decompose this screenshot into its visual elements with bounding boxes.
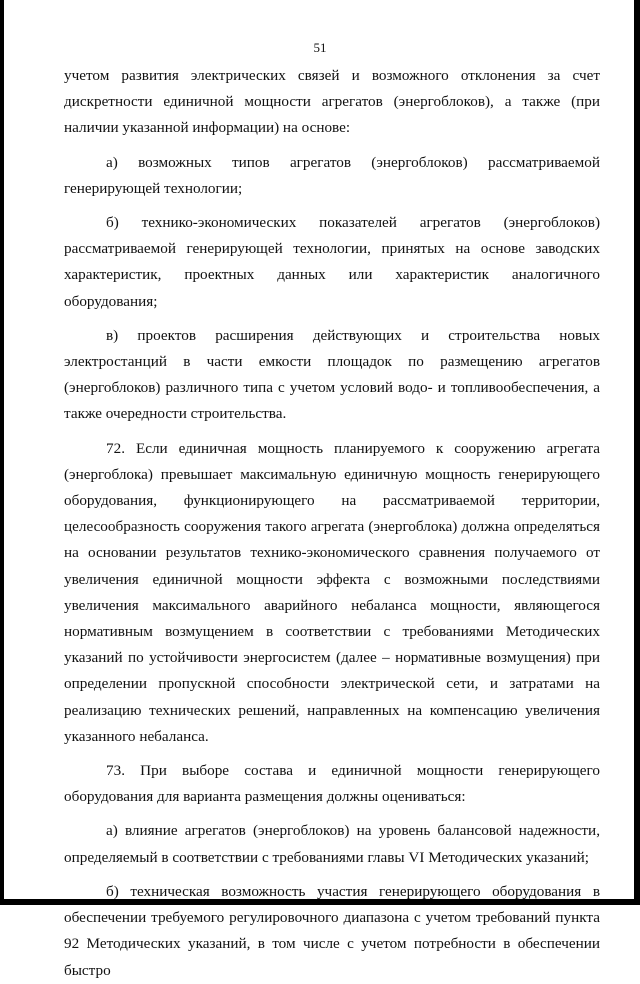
scan-edge-left <box>0 0 4 905</box>
paragraph-72: 72. Если единичная мощность планируемого к сооружению агрегата (энергоблока) превышает максимальную единичную мощность генерирующего оборудования, функционирующего на рассматриваемой территории, целесообразность сооружения такого агрегата (энергоблока) должна определяться на основании результатов технико-экономического сравнения получаемого от увеличения единичной мощности эффекта с возможными последствиями увеличения максимального аварийного небаланса мощности, являющегося нормативным возмущением в соответствии с требованиями Методических указаний по устойчивости энергосистем (далее – нормативные возмущения) при определении пропускной способности электрической сети, и затратами на реализацию технических решений, направленных на компенсацию увеличения указанного небаланса. <box>64 439 600 745</box>
list-item-a: а) возможных типов агрегатов (энергоблоков) рассматриваемой генерирующей технологии; <box>64 153 600 197</box>
page-number: 51 <box>313 40 327 55</box>
paragraph-73: 73. При выборе состава и единичной мощности генерирующего оборудования для варианта размещения должны оцениваться: <box>64 762 600 806</box>
list-item-b-73: б) техническая возможность участия генерирующего оборудования в обеспечении требуемого регулировочного диапазона с учетом требований пункта 92 Методических указаний, в том числе с учетом потребности в обеспечении быстро <box>64 882 600 979</box>
scan-edge-right <box>634 0 640 905</box>
paragraph-continuation: учетом развития электрических связей и возможного отклонения за счет дискретности единичной мощности агрегатов (энергоблоков), а также (при наличии указанной информации) на основе: <box>64 67 600 137</box>
document-body <box>64 63 600 984</box>
list-item-b: б) технико-экономических показателей агрегатов (энергоблоков) рассматриваемой генерирующей технологии, принятых на основе заводских характеристик, проектных данных или характеристик аналогичного оборудования; <box>64 214 600 310</box>
list-item-a-73: а) влияние агрегатов (энергоблоков) на уровень балансовой надежности, определяемый в соответствии с требованиями главы VI Методических указаний; <box>64 822 600 866</box>
list-item-v: в) проектов расширения действующих и строительства новых электростанций в части емкости площадок по размещению агрегатов (энергоблоков) различного типа с учетом условий водо- и топливообеспечения, а также очередности строительства. <box>64 326 600 423</box>
